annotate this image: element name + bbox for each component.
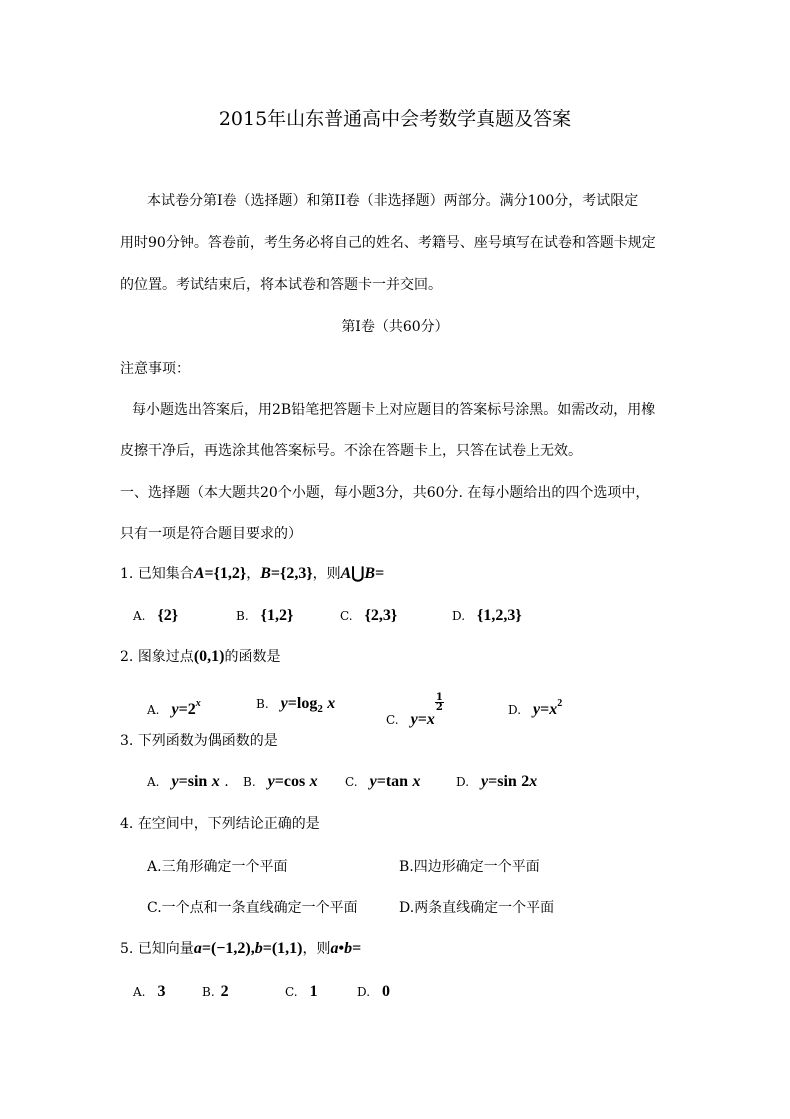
math-symbol: A [340, 565, 352, 582]
q4-option-d [399, 897, 554, 919]
math-symbol: b [344, 940, 353, 957]
option-label: B. [399, 859, 414, 875]
math-symbol: a [193, 940, 202, 957]
option-label: B. [202, 985, 215, 999]
q3-option-c [345, 771, 421, 793]
math-subscript: 2 [317, 702, 323, 715]
intro-line-2: 用时90分钟。答卷前，考生务必将自己的姓名、考籍号、座号填写在试卷和答题卡规定 [120, 235, 656, 251]
part-one-line-2: 只有一项是符合题目要求的） [120, 526, 302, 542]
option-label: D. [399, 900, 415, 916]
option-text: 两条直线确定一个平面 [414, 900, 555, 916]
question-stem: 在空间中，下列结论正确的是 [137, 816, 320, 832]
math-symbol: a [330, 940, 339, 957]
math-symbol: = [204, 565, 214, 582]
question-number: 3. [120, 733, 134, 749]
math-symbol: = [540, 701, 550, 718]
math-symbol: x [309, 773, 318, 790]
option-value: {2} [157, 607, 179, 624]
math-symbol: = [376, 773, 386, 790]
math-symbol: = [178, 701, 188, 718]
math-fraction-exponent [435, 693, 444, 712]
math-symbol: x [211, 773, 220, 790]
math-value: (1,1) [271, 940, 303, 957]
option-value: {2,3} [364, 607, 398, 624]
math-symbol: y [410, 711, 418, 728]
question-stem: 已知向量 [137, 941, 194, 957]
math-symbol: x [426, 711, 435, 728]
question-3 [120, 731, 278, 751]
q1-option-b [236, 605, 293, 627]
option-text: 一个点和一条直线确定一个平面 [161, 900, 358, 916]
math-value: 2 [521, 773, 530, 790]
math-symbol: = [287, 695, 297, 712]
option-value: 0 [382, 983, 391, 1000]
question-stem-end: 的函数是 [224, 649, 281, 665]
math-symbol: x [412, 773, 421, 790]
question-1 [120, 564, 384, 584]
option-label: B. [236, 609, 249, 623]
math-symbol: x [327, 695, 336, 712]
q4-option-b [399, 856, 540, 878]
question-stem: 已知集合 [137, 566, 194, 582]
question-number: 5. [120, 941, 134, 957]
q3-option-d [456, 771, 537, 793]
q3-option-b [243, 771, 318, 793]
math-symbol: y [171, 773, 179, 790]
option-label: D. [452, 609, 466, 623]
question-4 [120, 814, 320, 834]
math-symbol: A [193, 565, 205, 582]
fraction-denominator: 2 [435, 702, 443, 713]
math-symbol: = [270, 565, 281, 582]
question-stem-end: ，则 [302, 941, 331, 957]
math-value: {1,2} [213, 565, 247, 582]
option-label: C. [340, 609, 353, 623]
notes-line-1: 每小题选出答案后，用2B铅笔把答题卡上对应题目的答案标号涂黑。如需改动，用橡 [132, 402, 656, 418]
q5-option-c [285, 981, 318, 1003]
option-label: C. [285, 985, 298, 999]
math-function: sin [187, 773, 208, 790]
part-one-line-1: 一、选择题（本大题共20个小题，每小题3分，共60分. 在每小题给出的四个选项中， [120, 485, 650, 501]
q1-option-c [340, 605, 397, 627]
page-title: 2015年山东普通高中会考数学真题及答案 [218, 108, 572, 130]
math-symbol: x [549, 701, 558, 718]
math-text: ， [246, 566, 261, 582]
option-label: A. [133, 609, 146, 623]
math-symbol: = [178, 773, 188, 790]
option-label: B. [243, 775, 256, 789]
math-function: log [296, 695, 318, 712]
math-exponent: x [195, 698, 201, 709]
q4-option-c [147, 897, 358, 919]
question-stem: 下列函数为偶函数的是 [137, 733, 278, 749]
math-value: 2 [187, 701, 196, 718]
math-symbol: • [338, 940, 345, 957]
q1-option-a [133, 605, 178, 627]
option-value: 3 [157, 983, 166, 1000]
math-symbol: B [364, 565, 376, 582]
section-heading: 第I卷（共60分） [341, 319, 449, 335]
option-label: D. [456, 775, 470, 789]
math-symbol: x [529, 773, 538, 790]
q4-option-a [147, 856, 288, 878]
math-symbol: y [280, 695, 288, 712]
math-symbol: b [254, 940, 263, 957]
math-symbol: ⋃ [351, 565, 365, 582]
option-value: 1 [309, 983, 318, 1000]
math-symbol: = [375, 565, 385, 582]
option-text: 四边形确定一个平面 [413, 859, 540, 875]
math-text: . [219, 774, 229, 790]
option-value: {1,2} [260, 607, 294, 624]
math-exponent: 2 [557, 698, 563, 709]
intro-line-1: 本试卷分第I卷（选择题）和第II卷（非选择题）两部分。满分100分，考试限定 [147, 193, 639, 209]
math-symbol: = [274, 773, 284, 790]
question-2 [120, 647, 280, 667]
q5-option-d [357, 981, 390, 1003]
math-text: ，则 [312, 566, 341, 582]
option-label: C. [345, 775, 358, 789]
q2-option-a [147, 693, 201, 721]
math-function: cos [283, 773, 306, 790]
option-label: A. [133, 985, 146, 999]
math-function: sin [497, 773, 517, 790]
option-text: 三角形确定一个平面 [161, 859, 288, 875]
math-value: (−1,2) [210, 940, 251, 957]
q3-option-a [147, 771, 229, 793]
math-symbol: y [533, 701, 541, 718]
option-label: C. [147, 900, 162, 916]
notes-heading: 注意事项： [120, 361, 190, 377]
fraction-numerator: 1 [435, 692, 443, 703]
math-symbol: y [171, 701, 179, 718]
math-value: (0,1) [193, 648, 225, 665]
q2-option-d [508, 693, 562, 721]
option-label: D. [508, 703, 522, 717]
question-5: 5. 已知向量a=(−1,2),b=(1,1)，则a•b= [120, 940, 362, 957]
math-symbol: B [260, 565, 271, 582]
notes-line-2: 皮擦干净后，再选涂其他答案标号。不涂在答题卡上，只答在试卷上无效。 [120, 443, 582, 459]
option-label: A. [147, 775, 160, 789]
q2-option-b [256, 693, 335, 720]
q5-option-b [202, 981, 229, 1003]
option-value: 2 [220, 983, 229, 1000]
option-label: A. [147, 859, 162, 875]
math-symbol: = [488, 773, 498, 790]
math-symbol: y [369, 773, 377, 790]
question-number: 1. [120, 566, 134, 582]
q1-option-d [452, 605, 522, 627]
math-symbol: y [481, 773, 489, 790]
option-label: D. [357, 985, 371, 999]
question-number: 2. [120, 649, 134, 665]
intro-line-3: 的位置。考试结束后，将本试卷和答题卡一并交回。 [120, 277, 442, 293]
question-stem: 图象过点 [137, 649, 194, 665]
option-value: {1,2,3} [477, 607, 522, 624]
option-label: B. [256, 697, 269, 711]
q2-option-c [386, 693, 444, 731]
math-value: {2,3} [280, 565, 313, 582]
math-function: tan [385, 773, 409, 790]
q5-option-a [133, 981, 165, 1003]
math-symbol: y [267, 773, 275, 790]
option-label: C. [386, 713, 399, 727]
question-number: 4. [120, 816, 134, 832]
math-symbol: = [417, 711, 427, 728]
option-label: A. [147, 703, 160, 717]
